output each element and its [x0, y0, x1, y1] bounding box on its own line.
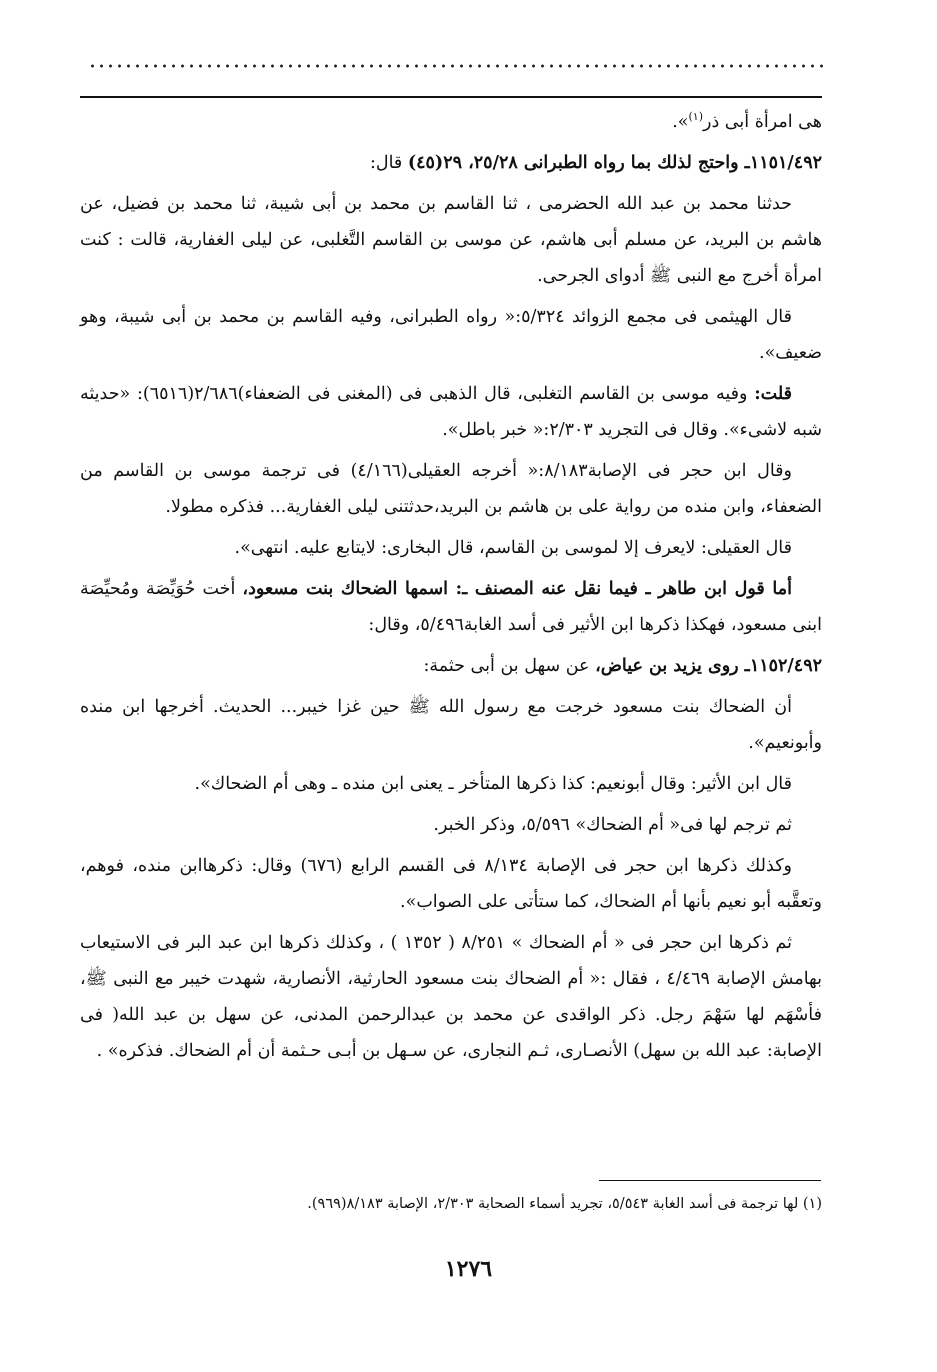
main-text: [80, 104, 822, 1069]
paragraph-istiab: ثم ذكرها ابن حجر فى « أم الضحاك » ٨/٢٥١ ( ١٣٥٢ ) ، وكذلك ذكرها ابن عبد البر فى الاستيعاب بهامش الإصابة ٤/٤٦٩ ، فقال :« أم الضحاك بنت مسعود الحارثية، الأنصارية، شهدت خيبر مع النبى ﷺ، فأسْهَم لها سَهْمَ رجل. ذكر الواقدى عن محمد بن عبدالرحمن المدنى، عن سهل بن عبد الله( فى الإصابة: عبد الله بن سهل) الأنصـارى، ثـم النجارى، عن سـهل بن أبـى حـثمة أن أم الضحاك. فذكره» .: [80, 933, 822, 1061]
hadith-1152-heading: ١١٥٢/٤٩٢ـ روى يزيد بن عياض، عن سهل بن أبى حثمة:: [423, 656, 822, 676]
header-rule: [80, 96, 822, 98]
paragraph-dahhak: أن الضحاك بنت مسعود خرجت مع رسول الله ﷺ حين غزا خيبر... الحديث. أخرجها ابن منده وأبونعيم».: [80, 697, 822, 753]
footnote-ref[interactable]: (١): [688, 110, 703, 124]
footnote: (١) لها ترجمة فى أسد الغابة ٥/٥٤٣، تجريد أسماء الصحابة ٢/٣٠٣، الإصابة ٨/١٨٣(٩٦٩).: [307, 1196, 822, 1212]
paragraph-isaba-qism: وكذلك ذكرها ابن حجر فى الإصابة ٨/١٣٤ فى القسم الرابع (٦٧٦) وقال: ذكرهاابن منده، فوهم، وتعقَّبه أبو نعيم بأنها أم الضحاك، كما ستأتى على الصواب».: [80, 856, 822, 912]
paragraph-ibn-hajar: وقال ابن حجر فى الإصابة٨/١٨٣:« أخرجه العقيلى(٤/١٦٦) فى ترجمة موسى بن القاسم من الضعفاء، وابن منده من رواية على بن هاشم بن البريد،حدثتنى ليلى الغفارية... فذكره مطولا.: [80, 461, 822, 517]
paragraph-qultu: قلت: وفيه موسى بن القاسم التغلبى، قال الذهبى فى (المغنى فى الضعفاء)٢/٦٨٦(٦٥١٦): «حديثه شبه لاشىء». وقال فى التجريد ٢/٣٠٣:« خبر باطل».: [80, 384, 822, 440]
paragraph-uqayli: قال العقيلى: لايعرف إلا لموسى بن القاسم، قال البخارى: لايتابع عليه. انتهى».: [234, 538, 792, 558]
paragraph-ibn-tahir: أما قول ابن طاهر ـ فيما نقل عنه المصنف ـ: اسمها الضحاك بنت مسعود، أخت حُوَيِّصَة ومُحيِّصَة ابنى مسعود، فهكذا ذكرها ابن الأثير فى أسد الغابة٥/٤٩٦، وقال:: [80, 579, 822, 635]
paragraph-ibn-athir: قال ابن الأثير: وقال أبونعيم: كذا ذكرها المتأخر ـ يعنى ابن منده ـ وهى أم الضحاك».: [194, 774, 792, 794]
paragraph-1: هى امرأة أبى ذر$^{(١)}$».: [672, 110, 822, 132]
paragraph-tarjama: ثم ترجم لها فى« أم الضحاك» ٥/٥٩٦، وذكر الخبر.: [433, 815, 792, 835]
paragraph-isnad-1151: حدثنا محمد بن عبد الله الحضرمى ، ثنا القاسم بن محمد بن أبى شيبة، ثنا محمد بن فضيل، عن هاشم بن البريد، عن مسلم أبى هاشم، عن موسى بن القاسم التَّغلبى، عن ليلى الغفارية، قالت : كنت امرأة أخرج مع النبى ﷺ أدواى الجرحى.: [80, 194, 822, 286]
header-dotted-line: [88, 60, 823, 72]
paragraph-haythami: قال الهيثمى فى مجمع الزوائد ٥/٣٢٤:« رواه الطبرانى، وفيه القاسم بن محمد بن أبى شيبة، وهو ضعيف».: [80, 307, 822, 363]
footnote-rule: [599, 1180, 821, 1181]
page-number: ١٢٧٦: [444, 1256, 493, 1282]
hadith-1151-heading: ١١٥١/٤٩٢ـ واحتج لذلك بما رواه الطبرانى ٢٥/٢٨، ٢٩(٤٥) قال:: [369, 153, 822, 173]
